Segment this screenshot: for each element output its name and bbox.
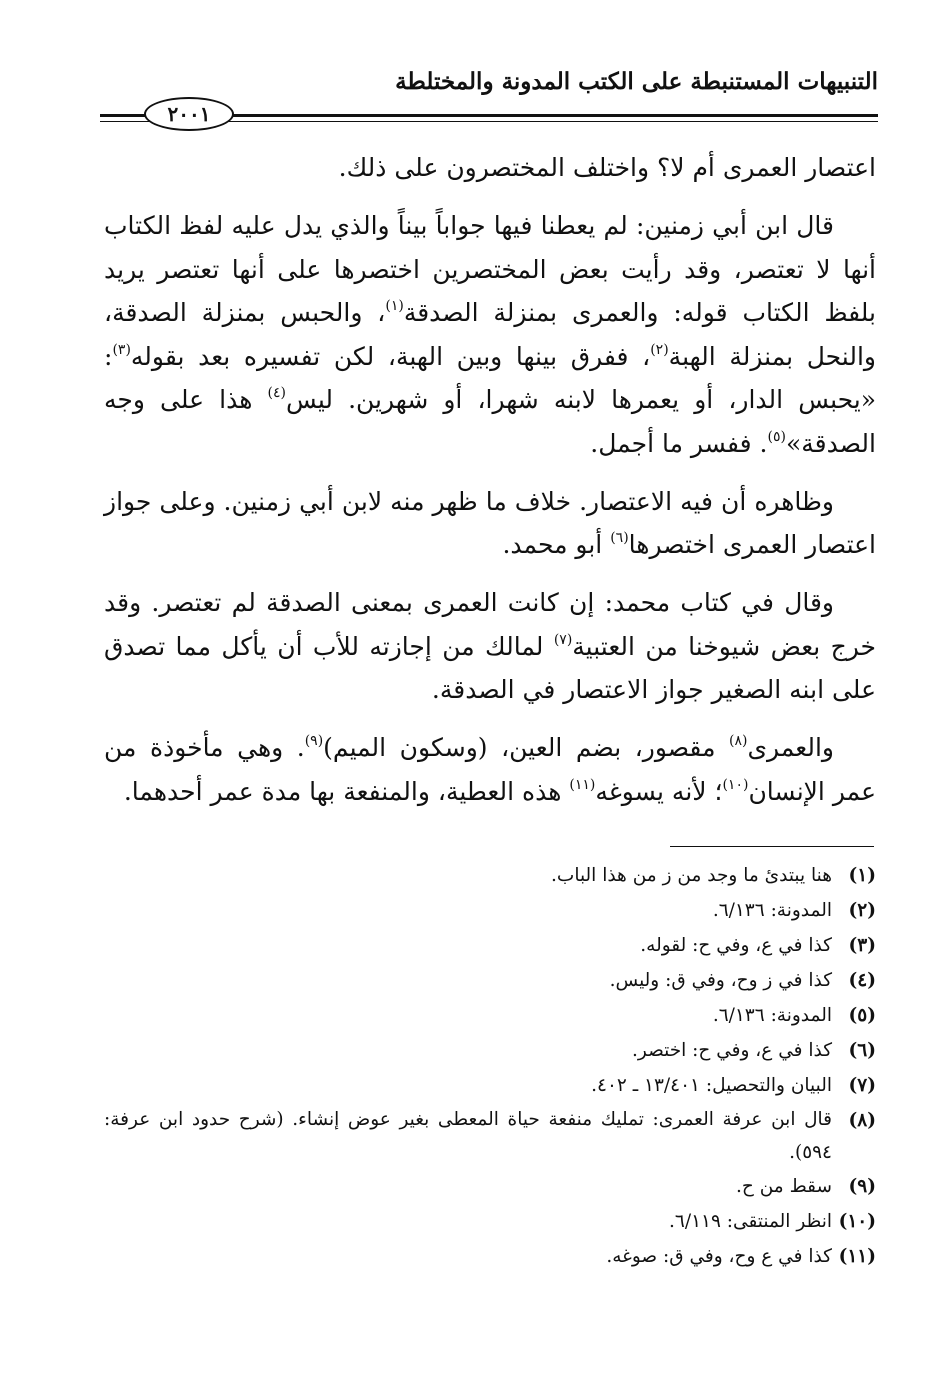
footnote bbox=[104, 1068, 876, 1103]
footnote-text: كذا في ز وح، وفي ق: وليس. bbox=[609, 970, 832, 991]
footnote-text: كذا في ع، وفي ح: اختصر. bbox=[632, 1040, 832, 1061]
footnote-text: هنا يبتدئ ما وجد من ز من هذا الباب. bbox=[551, 865, 832, 886]
footnote-ref-11[interactable]: (١١) bbox=[569, 776, 596, 793]
footnote-number: (٧) bbox=[848, 1075, 876, 1096]
footnote-text: المدونة: ٦/١٣٦. bbox=[712, 900, 832, 921]
footnote-ref-9[interactable]: (٩) bbox=[304, 733, 324, 749]
footnote-text: انظر المنتقى: ٦/١١٩. bbox=[669, 1211, 832, 1232]
footnote-number: (١١) bbox=[838, 1246, 876, 1267]
footnote-text: قال ابن عرفة العمرى: تمليك منفعة حياة المعطى بغير عوض إنشاء. (شرح حدود ابن عرفة: ٥٩٤). bbox=[104, 1109, 832, 1163]
footnote-number: (٥) bbox=[848, 1005, 876, 1026]
footnote-text: كذا في ع وح، وفي ق: صوغه. bbox=[606, 1246, 832, 1267]
paragraph-5: والعمرى$^{(٨)}$ مقصور، بضم العين، (وسكون الميم)$^{(٩)}$. وهي مأخوذة من عمر الإنسان$^{(١٠)}$؛ لأنه يسوغه$^{(١١)}$ هذه العطية، والمنفعة بها مدة عمر أحدهما. bbox=[104, 733, 876, 806]
footnote-text: سقط من ح. bbox=[736, 1176, 832, 1197]
page-header bbox=[100, 66, 878, 126]
footnote-number: (٣) bbox=[848, 935, 876, 956]
footnote-ref-2[interactable]: (٢) bbox=[650, 341, 669, 358]
footnote-ref-3[interactable]: (٣) bbox=[112, 341, 131, 358]
footnotes bbox=[104, 858, 876, 1274]
page-number-badge bbox=[144, 97, 234, 131]
footnote bbox=[104, 893, 876, 928]
footnote-number: (٤) bbox=[848, 970, 876, 991]
footnote bbox=[104, 928, 876, 963]
footnote-text: المدونة: ٦/١٣٦. bbox=[712, 1005, 832, 1026]
footnote-number: (٦) bbox=[848, 1040, 876, 1061]
footnote-ref-7[interactable]: (٧) bbox=[553, 631, 573, 648]
paragraph-2: قال ابن أبي زمنين: لم يعطنا فيها جواباً بيناً والذي يدل عليه لفظ الكتاب أنها لا تعتصر، وقد رأيت بعض المختصرين اختصرها على أنها تعتصر يريد بلفظ الكتاب قوله: والعمرى بمنزلة الصدقة$^{(١)}$، والحبس بمنزلة الصدقة، والنحل بمنزلة الهبة$^{(٢)}$، ففرق بينها وبين الهبة، لكن تفسيره بعد بقوله$^{(٣)}$: «يحبس الدار، أو يعمرها لابنه شهرا، أو شهرين. ليس$^{(٤)}$ هذا على وجه الصدقة»$^{(٥)}$. ففسر ما أجمل. bbox=[104, 211, 877, 458]
footnote-number: (٩) bbox=[848, 1176, 876, 1197]
footnote-text: كذا في ع، وفي ح: لقوله. bbox=[640, 935, 832, 956]
footnote bbox=[104, 858, 876, 893]
footnote-ref-6[interactable]: (٦) bbox=[610, 530, 629, 546]
footnote bbox=[104, 998, 876, 1033]
footnote-text: البيان والتحصيل: ١٣/٤٠١ ـ ٤٠٢. bbox=[591, 1075, 832, 1096]
footnote-number: (٢) bbox=[848, 900, 876, 921]
footnote-number: (١٠) bbox=[838, 1211, 876, 1232]
footnote-ref-10[interactable]: (١٠) bbox=[722, 776, 749, 793]
footnote bbox=[104, 1033, 876, 1068]
footnote-ref-1[interactable]: (١) bbox=[385, 298, 404, 314]
footnote bbox=[104, 1204, 876, 1239]
footnote-separator bbox=[670, 846, 874, 847]
footnote bbox=[104, 1169, 876, 1204]
footnote-ref-8[interactable]: (٨) bbox=[729, 733, 748, 749]
footnote-ref-4[interactable]: (٤) bbox=[267, 385, 286, 401]
running-title: التنبيهات المستنبطة على الكتب المدونة والمختلطة bbox=[395, 68, 878, 95]
footnote bbox=[104, 1239, 876, 1274]
paragraph-1: اعتصار العمرى أم لا؟ واختلف المختصرون على ذلك. bbox=[338, 153, 876, 182]
main-text bbox=[104, 146, 876, 828]
footnote-number: (٨) bbox=[848, 1110, 876, 1131]
footnote-number: (١) bbox=[848, 865, 876, 886]
footnote bbox=[104, 963, 876, 998]
page-number: ٢٠٠١ bbox=[167, 102, 211, 126]
paragraph-3: وظاهره أن فيه الاعتصار. خلاف ما ظهر منه لابن أبي زمنين. وعلى جواز اعتصار العمرى اختصرها$^{(٦)}$ أبو محمد. bbox=[104, 486, 876, 559]
footnote bbox=[104, 1103, 876, 1169]
paragraph-4: وقال في كتاب محمد: إن كانت العمرى بمعنى الصدقة لم تعتصر. وقد خرج بعض شيوخنا من العتبية$^{(٧)}$ لمالك من إجازته للأب أن يأكل مما تصدق على ابنه الصغير جواز الاعتصار في الصدقة. bbox=[104, 588, 876, 704]
footnote-ref-5[interactable]: (٥) bbox=[767, 428, 786, 445]
